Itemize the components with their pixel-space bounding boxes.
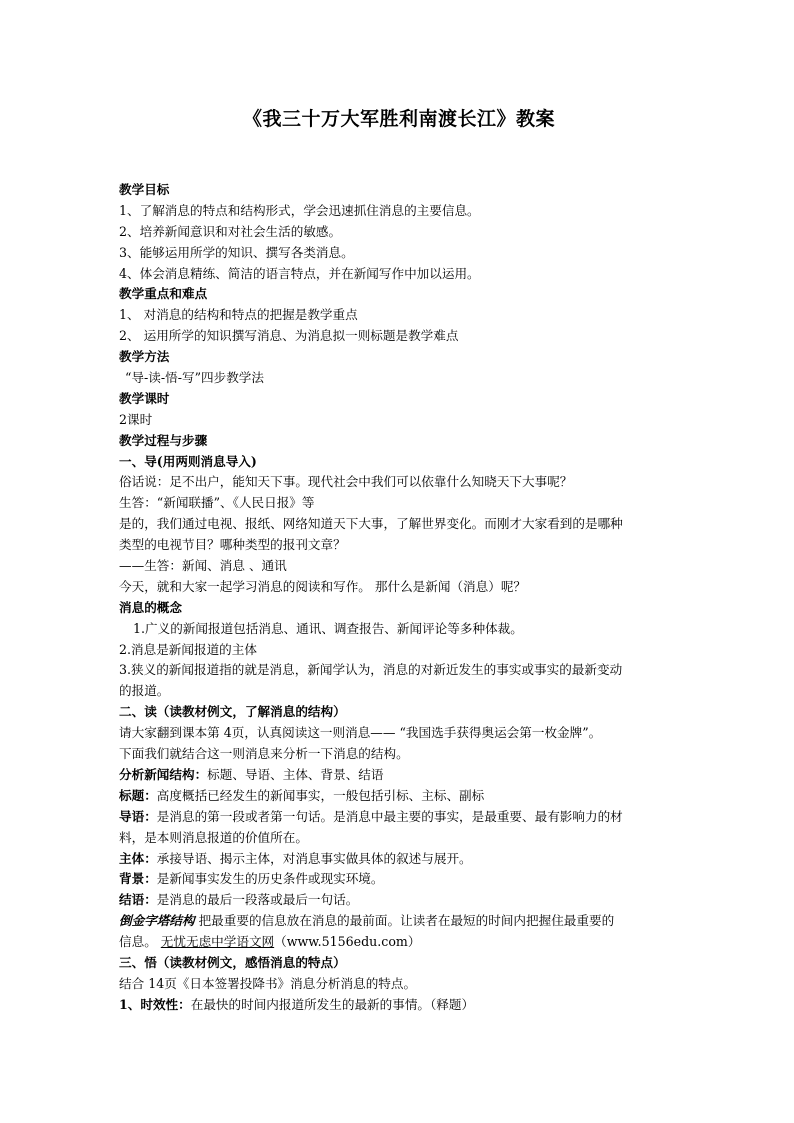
- text-line: 俗话说：足不出户，能知天下事。现代社会中我们可以依靠什么知晓天下大事呢？: [119, 474, 573, 490]
- text-segment: 信息。: [119, 934, 161, 950]
- text-line: 2、培养新闻意识和对社会生活的敏感。: [119, 223, 342, 239]
- text-line: [119, 765, 679, 786]
- term-label: 主体：: [119, 850, 157, 866]
- term-text: 标题、导语、主体、背景、结语: [207, 766, 384, 782]
- text-line: ——生答：新闻、消息 、通讯: [119, 558, 287, 574]
- text-line: [119, 995, 679, 1016]
- text-line: 3、能够运用所学的知识、撰写各类消息。: [119, 244, 354, 260]
- section-heading: 消息的概念: [119, 599, 182, 615]
- page-title: 《我三十万大军胜利南渡长江》教案: [242, 108, 555, 130]
- text-line: [119, 932, 679, 953]
- section-heading: 教学课时: [119, 390, 170, 406]
- text-line: 生答：“新闻联播”、《人民日报》等: [119, 495, 315, 511]
- term-text: 承接导语、揭示主体，对消息事实做具体的叙述与展开。: [156, 850, 472, 866]
- text-line: [119, 890, 679, 911]
- text-line: 是的，我们通过电视、报纸、网络知道天下大事，了解世界变化。而刚才大家看到的是哪种: [119, 516, 623, 532]
- text-line: [119, 869, 679, 890]
- section-heading: 三、悟（读教材例文，感悟消息的特点）: [119, 954, 346, 970]
- term-text: 在最快的时间内报道所发生的最新的事情。（释题）: [190, 996, 475, 1012]
- section-heading: 教学过程与步骤: [119, 432, 208, 448]
- term-label: 导语：: [119, 808, 157, 824]
- text-line: 类型的电视节目？哪种类型的报刊文章？: [119, 537, 346, 553]
- text-line: 1、 对消息的结构和特点的把握是教学重点: [119, 307, 358, 323]
- term-label: 倒金字塔结构: [119, 913, 195, 929]
- document-body: [119, 180, 679, 1016]
- section-heading: 二、读（读教材例文，了解消息的结构）: [119, 704, 346, 720]
- text-line: 结合 14页《日本签署投降书》消息分析消息的特点。: [119, 975, 417, 991]
- source-url: （www.5156edu.com）: [274, 934, 421, 950]
- text-line: [119, 786, 679, 807]
- term-label: 分析新闻结构：: [119, 766, 208, 782]
- term-text: 把最重要的信息放在消息的最前面。让读者在最短的时间内把握住最重要的: [194, 913, 615, 929]
- term-label: 背景：: [119, 871, 157, 887]
- text-line: 2课时: [119, 411, 153, 427]
- text-line: 3.狭义的新闻报道指的就是消息，新闻学认为，消息的对新近发生的事实或事实的最新变动: [119, 662, 623, 678]
- text-line: 1、了解消息的特点和结构形式，学会迅速抓住消息的主要信息。: [119, 202, 480, 218]
- text-line: 2、 运用所学的知识撰写消息、为消息拟一则标题是教学难点: [119, 328, 459, 344]
- text-line: [119, 807, 679, 828]
- text-line: 2.消息是新闻报道的主体: [119, 641, 257, 657]
- text-line: 1.广义的新闻报道包括消息、通讯、调查报告、新闻评论等多种体裁。: [133, 620, 523, 636]
- term-label: 标题：: [119, 787, 157, 803]
- text-line: [119, 911, 679, 932]
- text-line: 料，是本则消息报道的价值所在。: [119, 829, 308, 845]
- term-text: 是消息的最后一段落或最后一句话。: [156, 892, 359, 908]
- text-line: 请大家翻到课本第 4页，认真阅读这一则消息—— “我国选手获得奥运会第一枚金牌”。: [119, 725, 602, 741]
- term-label: 结语：: [119, 892, 157, 908]
- term-text: 是消息的第一段或者第一句话。是消息中最主要的事实，是最重要、最有影响力的材: [156, 808, 623, 824]
- term-label: 1、时效性：: [119, 996, 191, 1012]
- source-link[interactable]: 无忧无虑中学语文网: [160, 934, 275, 950]
- term-text: 是新闻事实发生的历史条件或现实环境。: [156, 871, 384, 887]
- text-line: 的报道。: [119, 683, 170, 699]
- text-line: 下面我们就结合这一则消息来分析一下消息的结构。: [119, 746, 409, 762]
- term-text: 高度概括已经发生的新闻事实，一般包括引标、主标、副标: [156, 787, 485, 803]
- text-line: 今天，就和大家一起学习消息的阅读和写作。 那什么是新闻（消息）呢？: [119, 578, 527, 594]
- text-line: 4、体会消息精练、简洁的语言特点，并在新闻写作中加以运用。: [119, 265, 480, 281]
- section-heading: 一、导(用两则消息导入): [119, 453, 257, 469]
- section-heading: 教学重点和难点: [119, 286, 208, 302]
- section-heading: 教学目标: [119, 182, 170, 197]
- section-heading: 教学方法: [119, 349, 170, 365]
- text-line: “导-读-悟-写”四步教学法: [125, 370, 264, 386]
- text-line: [119, 849, 679, 870]
